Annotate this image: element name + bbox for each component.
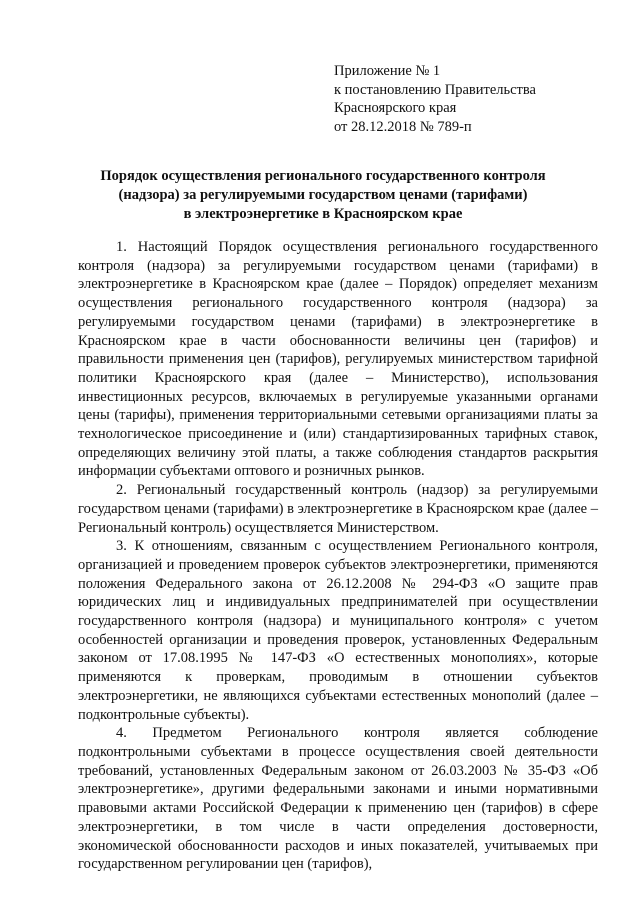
appendix-line-4: от 28.12.2018 № 789-п bbox=[334, 118, 472, 135]
paragraph-3: 3. К отношениям, связанным с осуществлением Регионального контроля, организацией и проведением проверок субъектов электроэнергетики, применяются положения Федерального закона от 26.12.2008 № 294-ФЗ «О защите прав юридических лиц и индивидуальных предпринимателей при осуществлении государственного контроля (надзора) и муниципального контроля» с учетом особенностей организации и проведения проверок, установленных Федеральным законом от 17.08.1995 № 147-ФЗ «О естественных монополиях», которые применяются к проверкам, проводимым в отношении субъектов электроэнергетики, не являющихся субъектами естественных монополий (далее – подконтрольные субъекты). bbox=[78, 538, 598, 723]
appendix-header bbox=[334, 62, 614, 136]
paragraph-4: 4. Предметом Регионального контроля является соблюдение подконтрольными субъектами в процессе осуществления своей деятельности требований, установленных Федеральным законом от 26.03.2003 № 35-ФЗ «Об электроэнергетике», другими федеральными законами и иными нормативными правовыми актами Российской Федерации к применению цен (тарифов) в сфере электроэнергетики, в том числе в части определения достоверности, экономической обоснованности расходов и иных показателей, учитываемых при государственном регулировании цен (тарифов), bbox=[78, 725, 598, 873]
paragraph-2: 2. Региональный государственный контроль (надзор) за регулируемыми государством ценами (тарифами) в электроэнергетике в Красноярском крае (далее – Региональный контроль) осуществляется Министерством. bbox=[78, 482, 598, 536]
appendix-line-1: Приложение № 1 bbox=[334, 63, 441, 79]
title-line-2: (надзора) за регулируемыми государством ценами (тарифами) bbox=[118, 187, 528, 203]
title-line-3: в электроэнергетике в Красноярском крае bbox=[183, 206, 463, 222]
appendix-line-3: Красноярского края bbox=[334, 100, 457, 116]
document-body bbox=[78, 238, 598, 874]
document-title bbox=[80, 167, 566, 224]
appendix-line-2: к постановлению Правительства bbox=[334, 81, 536, 98]
title-line-1: Порядок осуществления регионального государственного контроля bbox=[100, 168, 546, 184]
paragraph-1: 1. Настоящий Порядок осуществления регионального государственного контроля (надзора) за регулируемыми государством ценами (тарифами) в электроэнергетике в Красноярском крае (далее – Порядок) определяет механизм осуществления регионального государственного контроля (надзора) за регулируемыми государством ценами (тарифами) в электроэнергетике в Красноярском крае в части обоснованности величины цен (тарифов) и правильности применения цен (тарифов), регулируемых министерством тарифной политики Красноярского края (далее – Министерство), использования инвестиционных ресурсов, включаемых в регулируемые указанными органами цены (тарифы), применения территориальными сетевыми организациями платы за технологическое присоединение и (или) стандартизированных тарифных ставок, определяющих величину этой платы, а также соблюдения стандартов раскрытия информации субъектами оптового и розничных рынков. bbox=[78, 239, 598, 480]
